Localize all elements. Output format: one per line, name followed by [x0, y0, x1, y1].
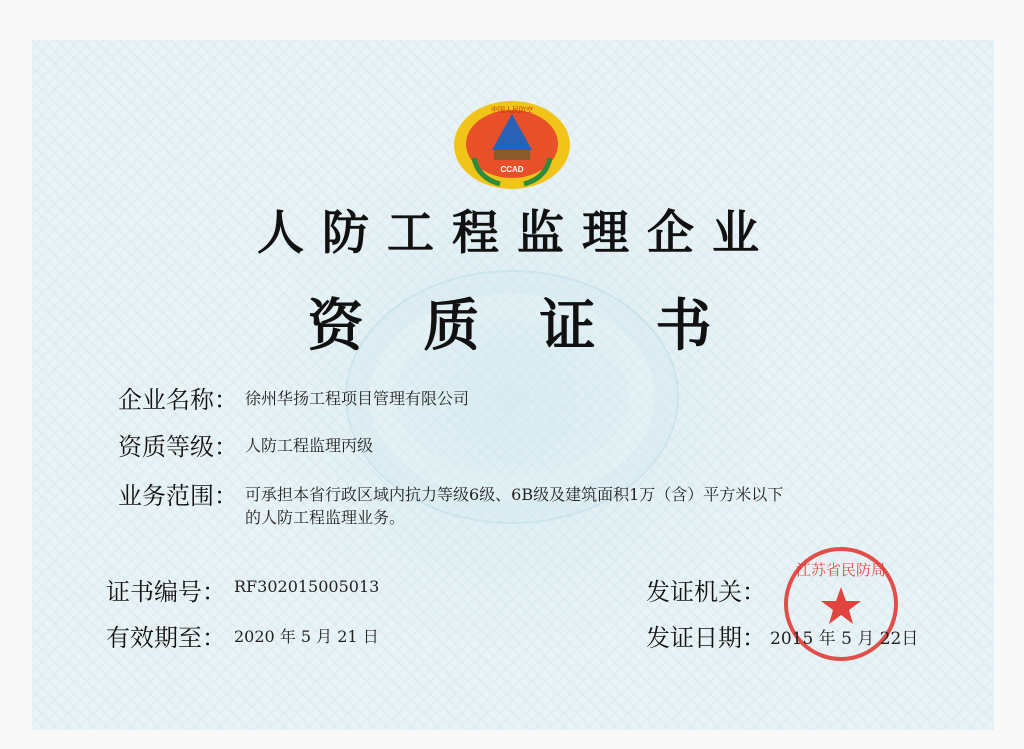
- scope-value-line1: 可承担本省行政区域内抗力等级6级、6B级及建筑面积1万（含）平方米以下: [245, 485, 784, 504]
- cert-no-label: 证书编号：: [106, 578, 226, 606]
- stamp-text: 江苏省民防局: [795, 561, 887, 579]
- valid-until-label: 有效期至：: [106, 624, 226, 652]
- emblem-arc-text: 中国人民防空: [491, 106, 533, 114]
- certificate-title-line2: 资质证书: [307, 294, 772, 359]
- company-label: 企业名称：: [118, 386, 238, 414]
- grade-value: 人防工程监理丙级: [245, 436, 374, 455]
- company-value: 徐州华扬工程项目管理有限公司: [245, 389, 470, 408]
- grade-label: 资质等级：: [118, 433, 238, 461]
- cert-no-value: RF302015005013: [234, 577, 380, 596]
- emblem-badge-text: CCAD: [500, 165, 524, 174]
- valid-until-value: 2020 年 5 月 21 日: [234, 627, 379, 646]
- scope-value-line2: 的人防工程监理业务。: [245, 508, 406, 527]
- scope-label: 业务范围：: [118, 482, 238, 510]
- certificate-title-line1: 人防工程监理企业: [257, 206, 777, 261]
- issue-date-value: 2015 年 5 月 22日: [770, 629, 919, 649]
- issuer-label: 发证机关：: [646, 578, 766, 606]
- issue-date-label: 发证日期：: [646, 624, 766, 652]
- civil-air-defense-emblem: [452, 100, 572, 190]
